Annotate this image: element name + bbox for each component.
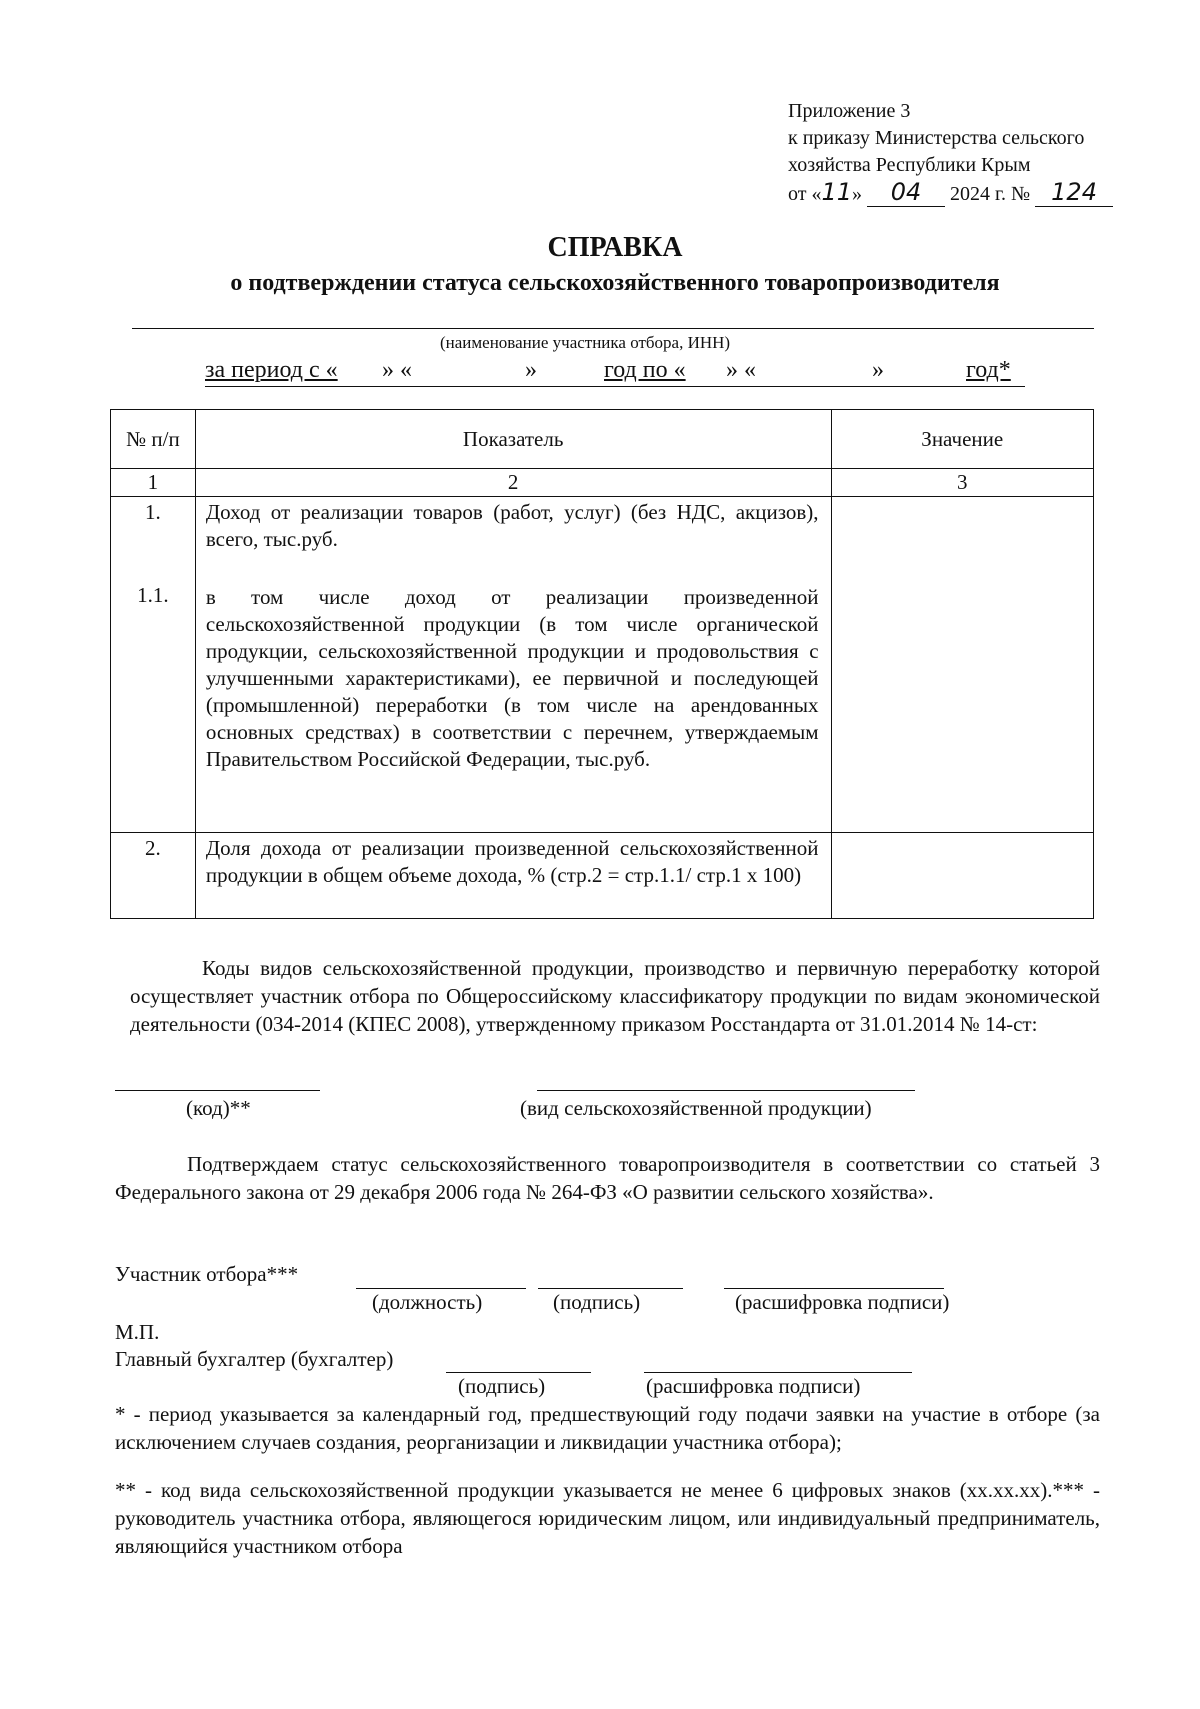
appendix-line-3: хозяйства Республики Крым <box>788 154 1031 176</box>
row-1-num-cell <box>111 497 196 833</box>
indicators-table <box>110 409 1094 919</box>
date-year: 2024 г. № <box>950 183 1031 205</box>
row-1-1-text: в том числе доход от реализации произведенной сельскохозяйственной продукции (в том числе органической продукции, сельскохозяйственной продукции и продовольствия с улучшенными характеристиками), ее первичной и последующей (промышленной) переработки (в том числе на арендованных основных средствах) в соответствии с перечнем, утверждаемым Правительством Российской Федерации, тыс.руб. <box>205 585 819 771</box>
code-line <box>115 1090 320 1091</box>
period-start-label: за период с « <box>205 357 338 383</box>
position-caption: (должность) <box>372 1290 483 1314</box>
row-1-value <box>831 497 1093 833</box>
period-start-end: » <box>525 357 537 383</box>
acc-decode-line <box>644 1372 912 1373</box>
signature-line <box>538 1288 683 1289</box>
confirm-paragraph: Подтверждаем статус сельскохозяйственного товаропроизводителя в соответствии со статьей 3 Федерального закона от 29 декабря 2006 года № 264-ФЗ «О развитии сельского хозяйства». <box>115 1152 1100 1204</box>
appendix-header <box>788 98 1113 208</box>
period-underline <box>205 386 1025 387</box>
acc-signature-caption: (подпись) <box>458 1374 546 1398</box>
period-start-sep: » « <box>382 357 412 383</box>
accountant-label: Главный бухгалтер (бухгалтер) <box>115 1347 394 1371</box>
order-date-line <box>788 179 1113 208</box>
document-subtitle: о подтверждении статуса сельскохозяйственного товаропроизводителя <box>230 270 1000 296</box>
row-2-value <box>831 833 1093 919</box>
row-1-text: Доход от реализации товаров (работ, услуг) (без НДС, акцизов), всего, тыс.руб. <box>205 500 819 551</box>
colnum-3: 3 <box>831 469 1093 497</box>
period-end-end: » <box>872 357 884 383</box>
acc-decode-caption: (расшифровка подписи) <box>646 1374 861 1398</box>
table-row <box>111 497 1094 833</box>
codes-paragraph: Коды видов сельскохозяйственной продукции, производство и первичную переработку которой осуществляет участник отбора по Общероссийскому классификатору продукции по видам экономической деятельности (034-2014 (КПЕС 2008), утвержденному приказом Росстандарта от 31.01.2014 № 14-ст: <box>130 956 1100 1036</box>
table-row <box>111 833 1094 919</box>
product-caption: (вид сельскохозяйственной продукции) <box>520 1096 872 1120</box>
date-mid: » <box>852 183 863 205</box>
row-1-1-num: 1.1. <box>137 583 169 607</box>
stamp-label: М.П. <box>115 1320 160 1344</box>
date-prefix: от « <box>788 183 822 205</box>
header-num: № п/п <box>111 410 196 469</box>
product-line <box>537 1090 915 1091</box>
row-2-text-cell <box>195 833 831 919</box>
appendix-line-1: Приложение 3 <box>788 100 911 122</box>
decode-line <box>724 1288 944 1289</box>
signature-caption: (подпись) <box>553 1290 641 1314</box>
participant-caption: (наименование участника отбора, ИНН) <box>440 333 731 352</box>
period-year-label: год* <box>966 357 1011 383</box>
colnum-1: 1 <box>111 469 196 497</box>
date-month: 04 <box>867 179 945 207</box>
participant-name-line <box>132 328 1094 329</box>
footnote-2: ** - код вида сельскохозяйственной продукции указывается не менее 6 цифровых знаков (xx.xx.xx).*** - руководитель участника отбора, являющегося юридическим лицом, или индивидуальный предприниматель, являющийся участником отбора <box>115 1478 1100 1558</box>
period-end-sep: » « <box>726 357 756 383</box>
participant-label: Участник отбора*** <box>115 1262 299 1286</box>
header-indicator: Показатель <box>195 410 831 469</box>
row-1-num: 1. <box>145 500 161 524</box>
table-header-row <box>111 410 1094 469</box>
date-day: 11 <box>821 178 853 206</box>
table-colnum-row <box>111 469 1094 497</box>
decode-caption: (расшифровка подписи) <box>735 1290 950 1314</box>
position-line <box>356 1288 526 1289</box>
acc-signature-line <box>446 1372 591 1373</box>
order-number: 124 <box>1035 179 1113 207</box>
header-value: Значение <box>831 410 1093 469</box>
row-1-text-cell <box>195 497 831 833</box>
row-2-num-cell <box>111 833 196 919</box>
document-title: СПРАВКА <box>547 232 683 263</box>
appendix-line-2: к приказу Министерства сельского <box>788 127 1085 149</box>
row-2-num: 2. <box>145 836 161 860</box>
colnum-2: 2 <box>195 469 831 497</box>
row-2-text: Доля дохода от реализации произведенной сельскохозяйственной продукции в общем объеме дохода, % (стр.2 = стр.1.1/ стр.1 х 100) <box>205 836 819 887</box>
code-caption: (код)** <box>186 1096 251 1120</box>
period-end-label: год по « <box>604 357 686 383</box>
footnote-1: * - период указывается за календарный год, предшествующий году подачи заявки на участие в отборе (за исключением случаев создания, реорганизации и ликвидации участника отбора); <box>115 1402 1100 1454</box>
